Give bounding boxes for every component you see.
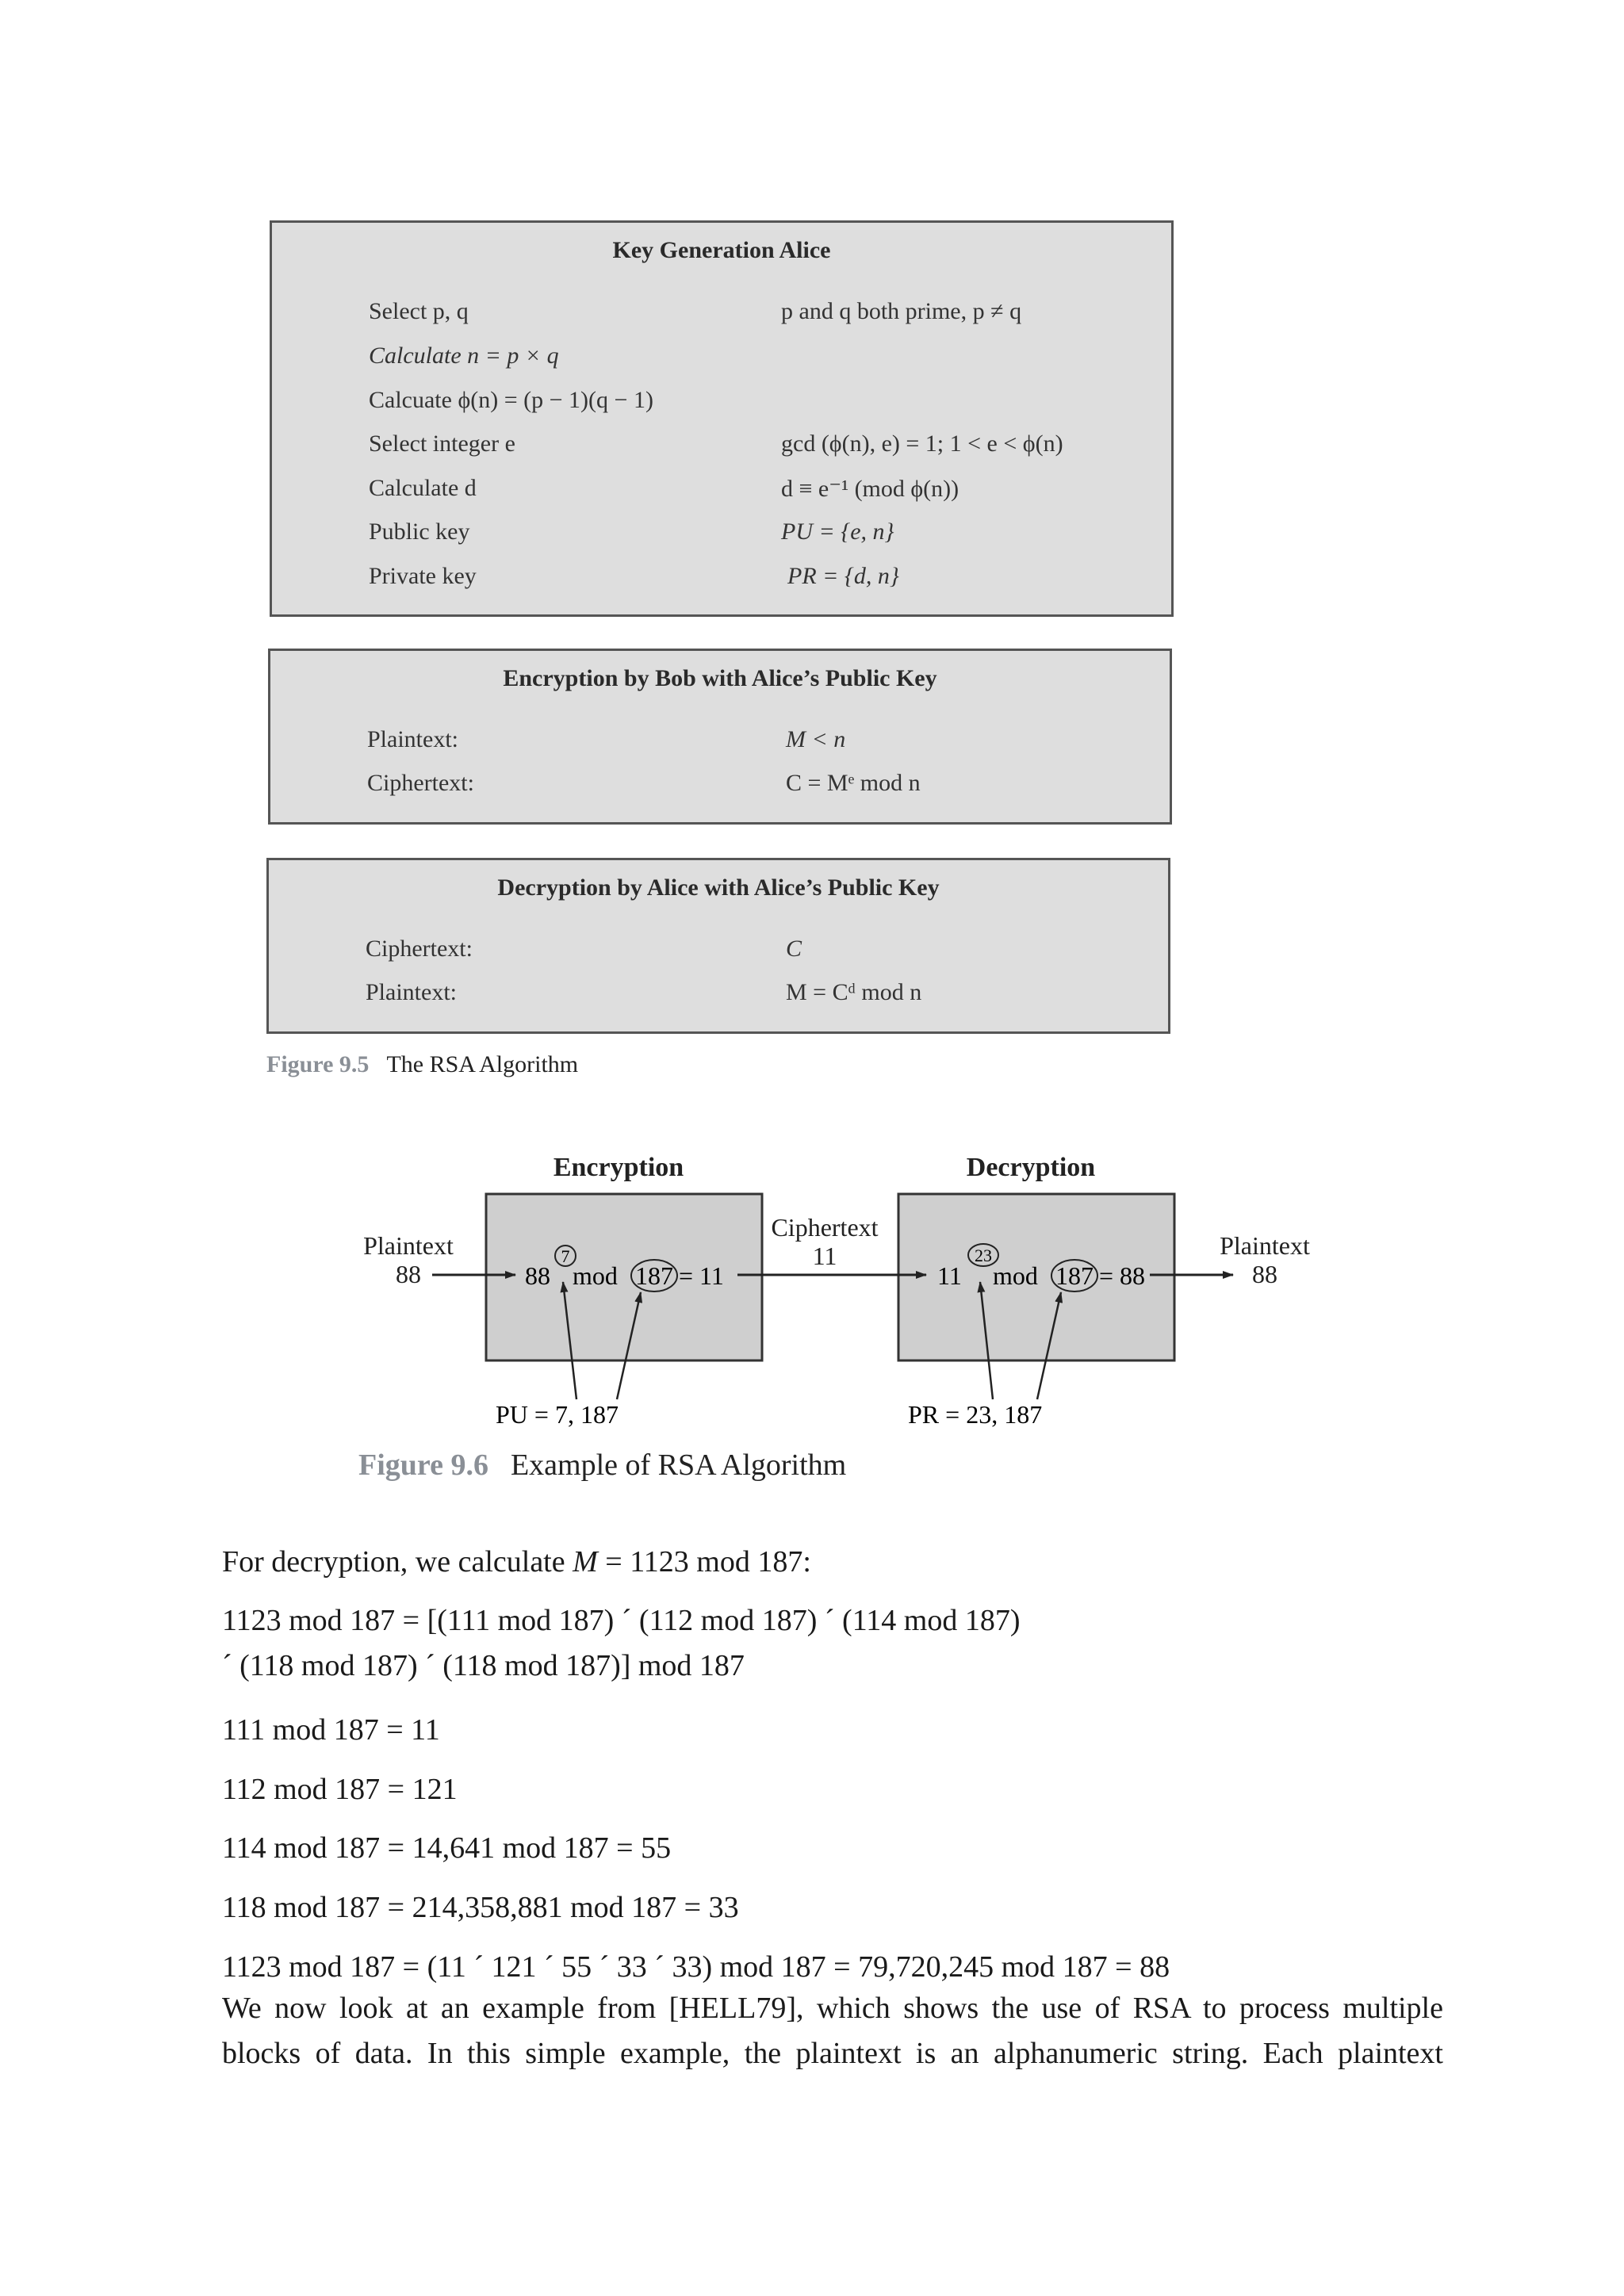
variable-m: M [573,1545,598,1578]
paragraph-line: blocks of data. In this simple example, the plaintext is an alphanumeric string. Each plaintext [222,2037,1443,2070]
decryption-row-label: Plaintext: [366,979,457,1005]
dec-base: 11 [937,1261,962,1290]
dec-modulus: 187 [1055,1261,1094,1290]
keygen-row-label: Calculate d [369,475,477,501]
decryption-row-label: Ciphertext: [366,936,473,962]
dec-exponent: 23 [975,1246,992,1265]
private-key-label: PR = 23, 187 [908,1400,1043,1429]
dec-result: = 88 [1099,1261,1146,1290]
decryption-row-value: C [786,936,802,962]
keygen-row-label: Select integer e [369,430,515,457]
decryption-box-title: Decryption by Alice with Alice’s Public Key [497,874,940,901]
encryption-box-title: Encryption by Bob with Alice’s Public Key [503,665,937,691]
enc-base: 88 [525,1261,550,1290]
keygen-row-value: gcd (ϕ(n), e) = 1; 1 < e < ϕ(n) [781,430,1063,457]
keygen-row-label: Public key [369,519,470,545]
figure-caption-text: The RSA Algorithm [386,1051,579,1077]
figure-number: Figure 9.6 [358,1448,488,1482]
figure-caption-text: Example of RSA Algorithm [510,1448,847,1482]
keygen-row-label: Select p, q [369,298,469,324]
enc-modulus: 187 [635,1261,673,1290]
text-line: 114 mod 187 = 14,641 mod 187 = 55 [222,1831,672,1865]
decryption-heading: Decryption [966,1153,1096,1182]
text-line [222,1544,811,1579]
enc-mod: mod [573,1261,618,1290]
keygen-row-label: Private key [369,563,477,589]
public-key-label: PU = 7, 187 [496,1400,619,1429]
encryption-row-label: Ciphertext: [367,770,474,796]
text-line-part: = 1123 mod 187: [597,1545,811,1578]
key-generation-title: Key Generation Alice [612,237,831,263]
enc-exponent: 7 [561,1246,570,1266]
encryption-row-value: M < n [786,726,846,752]
figure-9-6-caption [358,1448,846,1483]
text-line: 1123 mod 187 = [(111 mod 187) ´ (112 mod 187) ´ (114 mod 187) [222,1604,1021,1637]
text-line: 111 mod 187 = 11 [222,1713,440,1747]
ciphertext-label-text: Ciphertext [771,1213,879,1242]
ciphertext-value: 11 [812,1242,837,1270]
plaintext-input-value: 88 [396,1260,421,1288]
text-line: ´ (118 mod 187) ´ (118 mod 187)] mod 187 [222,1649,745,1682]
text-line: 1123 mod 187 = (11 ´ 121 ´ 55 ´ 33 ´ 33) mod 187 = 79,720,245 mod 187 = 88 [222,1950,1170,1984]
dec-mod: mod [993,1261,1038,1290]
keygen-row-label: Calculate n = p × q [369,342,559,369]
keygen-row-value: d ≡ e⁻¹ (mod ϕ(n)) [781,476,959,502]
encryption-row-value: C = Mᵉ mod n [786,770,921,796]
decryption-row-value: M = Cᵈ mod n [786,979,922,1005]
plaintext-input-label-text: Plaintext [363,1231,454,1260]
encryption-row-label: Plaintext: [367,726,458,752]
text-line: 118 mod 187 = 214,358,881 mod 187 = 33 [222,1891,739,1924]
text-line-part: For decryption, we calculate [222,1545,573,1578]
keygen-row-value: PU = {e, n} [781,519,894,545]
plaintext-output-label-text: Plaintext [1220,1231,1310,1260]
keygen-row-label: Calcuate ϕ(n) = (p − 1)(q − 1) [369,387,653,413]
plaintext-output-value: 88 [1252,1260,1277,1288]
keygen-row-value: p and q both prime, p ≠ q [781,298,1022,324]
paragraph-line: We now look at an example from [HELL79], which shows the use of RSA to process multiple [222,1992,1443,2025]
encryption-heading: Encryption [553,1153,684,1182]
enc-result: = 11 [679,1261,724,1290]
figure-number: Figure 9.5 [266,1051,370,1077]
text-line: 112 mod 187 = 121 [222,1773,458,1806]
keygen-row-value: PR = {d, n} [787,563,899,589]
